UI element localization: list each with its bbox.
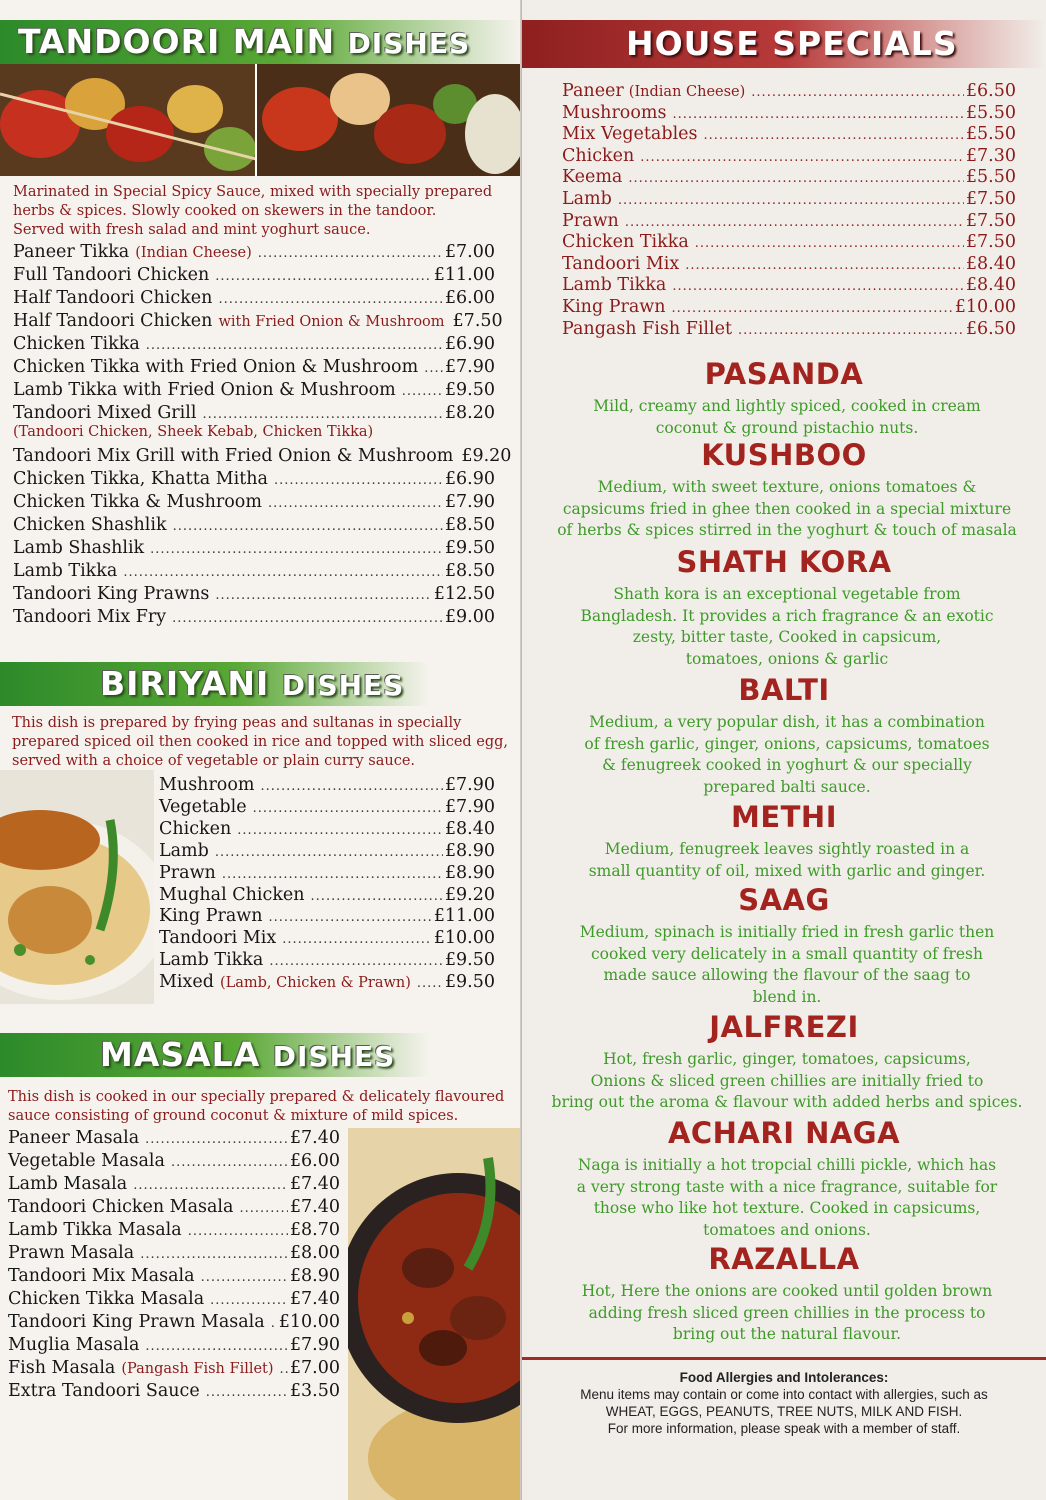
item-price: £9.50	[444, 972, 495, 993]
leader-dots	[171, 1151, 288, 1174]
curry-title: BALTI	[738, 673, 830, 707]
item-name: Pangash Fish Fillet	[562, 318, 733, 339]
curry-description-line: Hot, fresh garlic, ginger, tomatoes, capsicums,	[603, 1050, 971, 1068]
menu-item	[13, 310, 503, 334]
menu-item	[8, 1357, 340, 1381]
curry-description-line: tomatoes, onions & garlic	[685, 649, 889, 668]
item-name: Paneer	[562, 81, 624, 101]
leader-dots	[222, 863, 443, 886]
item-price: £9.50	[444, 380, 495, 400]
masala-title: MASALA DISHES	[100, 1035, 396, 1074]
item-price: £7.50	[452, 311, 503, 331]
curry-description-line: bring out the natural flavour.	[672, 1325, 902, 1343]
biriyani-header-band	[0, 662, 430, 706]
menu-item	[13, 287, 495, 311]
leader-dots	[260, 775, 442, 798]
item-name: King Prawn	[159, 906, 263, 927]
house-specials-header-band	[522, 20, 1046, 68]
item-price: £5.50	[965, 124, 1016, 145]
menu-item	[8, 1334, 340, 1358]
curry-description-line: Medium, with sweet texture, onions tomatoes &	[597, 478, 977, 496]
item-name: Lamb Tikka	[13, 561, 118, 581]
allergy-line: WHEAT, EGGS, PEANUTS, TREE NUTS, MILK AND FISH.	[605, 1404, 963, 1419]
menu-item	[8, 1242, 340, 1266]
curry-title: KUSHBOO	[701, 438, 867, 472]
menu-item	[8, 1173, 340, 1197]
item-price: £8.40	[965, 275, 1016, 296]
item-price: £7.90	[289, 1335, 340, 1355]
item-name: Full Tandoori Chicken	[13, 265, 210, 285]
allergy-line: For more information, please speak with a member of staff.	[607, 1421, 961, 1436]
menu-item	[159, 774, 495, 798]
item-price: £10.00	[954, 297, 1016, 317]
curry-description-line: a very strong taste with a nice fragrance, suitable for	[576, 1177, 998, 1196]
menu-item	[13, 402, 495, 426]
item-price: £7.40	[289, 1289, 340, 1309]
item-name: Tandoori Mix	[159, 928, 277, 949]
item-price: £7.30	[965, 145, 1016, 166]
leader-dots	[672, 275, 964, 298]
curry-description-line: Shath kora is an exceptional vegetable from	[613, 585, 961, 603]
menu-item	[13, 491, 495, 515]
item-name: Vegetable Masala	[8, 1151, 165, 1171]
item-name: Mushrooms	[562, 102, 667, 123]
item-name: Prawn Masala	[8, 1243, 135, 1263]
item-name: Tandoori King Prawns	[13, 584, 210, 604]
menu-item	[8, 1380, 340, 1404]
menu-item	[159, 840, 495, 864]
menu-item	[13, 468, 495, 492]
item-name: Tandoori Chicken Masala	[8, 1197, 234, 1217]
curry-description-line: adding fresh sliced green chillies in the process to	[588, 1303, 986, 1322]
curry-description-line: Medium, fenugreek leaves sightly roasted in a	[604, 840, 970, 858]
item-price: £5.50	[965, 167, 1016, 188]
curry-description	[540, 922, 1034, 1008]
item-price: £8.00	[289, 1243, 340, 1263]
curry-title: RAZALLA	[708, 1242, 860, 1276]
curry-description-line: bring out the aroma & flavour with added herbs and spices.	[551, 1093, 1023, 1111]
item-name: Chicken Tikka & Mushroom	[13, 492, 262, 512]
leader-dots	[311, 885, 443, 908]
item-price: £6.50	[965, 81, 1016, 101]
curry-description	[540, 584, 1034, 670]
curry-title: PASANDA	[704, 357, 864, 391]
leader-dots	[424, 357, 443, 380]
item-note: (Indian Cheese)	[135, 245, 252, 261]
item-price: £12.50	[433, 584, 495, 604]
leader-dots	[123, 561, 443, 584]
item-name: Mix Vegetables	[562, 124, 698, 145]
item-name: Tandoori Mixed Grill	[13, 403, 197, 423]
item-name: Chicken	[159, 818, 232, 839]
tandoori-photo	[0, 64, 522, 176]
leader-dots	[618, 189, 964, 212]
leader-dots	[695, 232, 964, 255]
biriyani-description: This dish is prepared by frying peas and sultanas in specially prepared spiced oil then cooked in rice and topped with sliced egg, served with a choice of vegetable or plain curry sauce.	[12, 715, 509, 769]
menu-item	[8, 1311, 340, 1335]
curry-description-line: coconut & ground pistachio nuts.	[655, 418, 919, 437]
menu-item	[13, 583, 495, 607]
curry-description-line: Mild, creamy and lightly spiced, cooked in cream	[593, 397, 981, 415]
item-price: £6.90	[444, 334, 495, 354]
masala-description: This dish is cooked in our specially prepared & delicately flavoured sauce consisting of ground coconut & mixture of mild spices.	[8, 1089, 505, 1124]
item-name: Extra Tandoori Sauce	[8, 1381, 200, 1401]
curry-description-line: Medium, spinach is initially fried in fresh garlic then	[579, 923, 995, 941]
item-note: (Pangash Fish Fillet)	[121, 1361, 274, 1377]
item-name: Tandoori Mix Masala	[8, 1266, 195, 1286]
leader-dots	[282, 928, 432, 951]
curry-description-line: tomatoes and onions.	[703, 1220, 871, 1239]
leader-dots	[145, 1335, 288, 1358]
menu-item	[8, 1127, 340, 1151]
leader-dots	[672, 297, 953, 320]
menu-item	[13, 514, 495, 538]
leader-dots	[133, 1174, 288, 1197]
curry-description-line: Hot, Here the onions are cooked until golden brown	[581, 1282, 993, 1300]
curry-description-line: of herbs & spices stirred in the yoghurt & touch of masala	[557, 521, 1017, 539]
curry-description-line: blend in.	[752, 987, 822, 1006]
item-price: £7.90	[444, 775, 495, 795]
item-name: Lamb	[562, 189, 612, 209]
allergy-divider	[522, 1357, 1046, 1360]
item-price: £7.00	[444, 242, 495, 262]
leader-dots	[640, 146, 964, 169]
menu-item	[562, 210, 1016, 234]
item-name: Chicken Tikka	[562, 232, 689, 253]
item-price: £6.50	[965, 318, 1016, 339]
menu-item	[562, 188, 1016, 212]
menu-item	[159, 971, 495, 995]
menu-item	[8, 1219, 340, 1243]
menu-item	[13, 333, 495, 357]
item-price: £9.50	[444, 538, 495, 558]
leader-dots	[258, 242, 443, 265]
item-name: Paneer Masala	[8, 1128, 140, 1148]
curry-description-line: those who like hot texture. Cooked in capsicums,	[593, 1199, 981, 1217]
menu-item	[8, 1265, 340, 1289]
leader-dots	[172, 607, 443, 630]
curry-description-line: of fresh garlic, ginger, onions, capsicums, tomatoes	[584, 734, 990, 753]
item-name: Tandoori Mix	[562, 253, 680, 274]
leader-dots	[751, 81, 964, 104]
item-price: £8.20	[444, 403, 495, 423]
menu-item	[8, 1196, 340, 1220]
item-price: £9.20	[461, 446, 512, 466]
menu-item	[562, 274, 1016, 298]
item-price: £6.90	[444, 469, 495, 489]
leader-dots	[150, 538, 443, 561]
item-name: Lamb Tikka with Fried Onion & Mushroom	[13, 380, 396, 400]
curry-title: SAAG	[738, 883, 830, 917]
menu-item	[13, 264, 495, 288]
item-price: £11.00	[433, 906, 495, 927]
item-price: £7.90	[444, 796, 495, 817]
item-name: Prawn	[562, 210, 619, 231]
item-name: Lamb Masala	[8, 1174, 128, 1194]
leader-dots	[201, 1266, 288, 1289]
item-note: (Lamb, Chicken & Prawn)	[219, 975, 411, 992]
curry-title: JALFREZI	[709, 1010, 859, 1044]
curry-description-line: made sauce allowing the flavour of the saag to	[603, 966, 971, 984]
menu-item	[562, 296, 1016, 320]
item-price: £10.00	[278, 1312, 340, 1332]
curry-description	[540, 1155, 1034, 1241]
leader-dots	[704, 124, 964, 147]
item-name: Chicken Tikka	[13, 334, 140, 354]
item-price: £10.00	[433, 928, 495, 949]
curry-description-line: Naga is initially a hot tropcial chilli pickle, which has	[577, 1156, 997, 1174]
item-note: (Indian Cheese)	[628, 84, 746, 100]
masala-photo	[348, 1128, 522, 1500]
masala-header-band	[0, 1033, 430, 1077]
item-name: Tandoori Mix Grill with Fried Onion & Mushroom	[13, 446, 454, 466]
item-name: Chicken Shashlik	[13, 515, 167, 535]
item-price: £5.50	[965, 102, 1016, 123]
leader-dots	[145, 1128, 288, 1151]
leader-dots	[269, 906, 432, 929]
leader-dots	[268, 492, 443, 515]
tandoori-description: Marinated in Special Spicy Sauce, mixed with specially prepared herbs & spices. Slowly cooked on skewers in the tandoor. Served with fresh salad and mint yoghurt sauce.	[13, 184, 493, 238]
leader-dots	[202, 403, 442, 426]
menu-item	[562, 318, 1016, 342]
menu-item	[8, 1150, 340, 1174]
item-price: £8.90	[289, 1266, 340, 1286]
curry-description	[540, 396, 1034, 439]
menu-item	[159, 862, 495, 886]
item-name: Mughal Chicken	[159, 884, 305, 905]
menu-item	[562, 231, 1016, 255]
item-name: Tandoori Mix Fry	[13, 607, 167, 627]
item-price: £3.50	[289, 1381, 340, 1401]
item-price: £9.20	[444, 884, 495, 905]
leader-dots	[173, 515, 443, 538]
item-name: Mixed	[159, 972, 214, 993]
menu-item	[562, 123, 1016, 147]
menu-item	[159, 927, 495, 951]
item-price: £7.50	[965, 210, 1016, 231]
item-name: Chicken	[562, 145, 635, 166]
item-name: Lamb Tikka	[159, 950, 264, 971]
item-name: King Prawn	[562, 297, 666, 317]
leader-dots	[140, 1243, 288, 1266]
curry-description-line: small quantity of oil, mixed with garlic and ginger.	[588, 861, 986, 880]
item-price: £7.50	[965, 189, 1016, 209]
item-price: £7.40	[289, 1197, 340, 1217]
menu-item	[13, 606, 495, 630]
curry-title: ACHARI NAGA	[667, 1116, 901, 1150]
menu-item	[13, 560, 495, 584]
curry-description-line: cooked very delicately in a small quantity of fresh	[590, 944, 983, 963]
curry-description-line: & fenugreek cooked in yoghurt & our specially	[602, 756, 972, 774]
curry-description-line: Medium, a very popular dish, it has a combination	[589, 713, 985, 731]
curry-description-line: Onions & sliced green chillies are initially fried to	[590, 1071, 984, 1090]
item-price: £7.90	[444, 357, 495, 377]
item-name: Chicken Tikka Masala	[8, 1289, 205, 1309]
leader-dots	[672, 103, 963, 126]
leader-dots	[237, 819, 443, 842]
menu-item	[8, 1288, 340, 1312]
biriyani-photo	[0, 770, 154, 1004]
item-name: Chicken Tikka, Khatta Mitha	[13, 469, 268, 489]
item-name: Paneer Tikka	[13, 242, 130, 262]
item-price: £8.90	[444, 862, 495, 883]
allergy-line: Menu items may contain or come into contact with allergies, such as	[580, 1387, 988, 1402]
menu-item	[562, 166, 1016, 190]
leader-dots	[215, 265, 431, 288]
curry-description	[540, 712, 1034, 798]
menu-item	[159, 796, 495, 820]
curry-description	[540, 1049, 1034, 1114]
left-column	[0, 0, 522, 1500]
item-note: with Fried Onion & Mushroom	[218, 314, 445, 330]
menu-item	[13, 445, 512, 469]
item-price: £11.00	[433, 265, 495, 285]
item-name: Lamb	[159, 840, 209, 861]
item-price: £8.40	[965, 253, 1016, 274]
right-column	[522, 0, 1046, 1500]
menu-item	[159, 818, 495, 842]
item-name: Half Tandoori Chicken	[13, 288, 213, 308]
curry-description-line: zesty, bitter taste, Cooked in capsicum,	[632, 628, 942, 646]
leader-dots	[628, 167, 964, 190]
menu-item	[159, 949, 495, 973]
item-name: Half Tandoori Chicken	[13, 311, 213, 331]
item-name: Chicken Tikka with Fried Onion & Mushroom	[13, 357, 419, 377]
leader-dots	[417, 972, 443, 995]
curry-title: SHATH KORA	[676, 545, 892, 579]
leader-dots	[239, 1197, 287, 1220]
item-name: Prawn	[159, 862, 216, 883]
leader-dots	[269, 950, 443, 973]
leader-dots	[685, 254, 964, 277]
tandoori-title: TANDOORI MAIN DISHES	[18, 22, 471, 61]
item-name: Vegetable	[159, 796, 247, 817]
item-price: £7.00	[289, 1358, 340, 1378]
house-specials-title: HOUSE SPECIALS	[626, 24, 958, 63]
leader-dots	[210, 1289, 288, 1312]
menu-item	[13, 379, 495, 403]
leader-dots	[271, 1312, 277, 1335]
leader-dots	[146, 334, 443, 357]
item-name: Lamb Tikka Masala	[8, 1220, 182, 1240]
curry-description	[540, 839, 1034, 882]
menu-item	[562, 102, 1016, 126]
item-price: £8.70	[289, 1220, 340, 1240]
item-price: £8.40	[444, 818, 495, 839]
leader-dots	[188, 1220, 288, 1243]
leader-dots	[402, 380, 443, 403]
item-price: £8.50	[444, 561, 495, 581]
allergy-title: Food Allergies and Intolerances:	[679, 1370, 889, 1385]
menu-item	[562, 253, 1016, 277]
leader-dots	[215, 841, 443, 864]
leader-dots	[218, 288, 442, 311]
item-name: Fish Masala	[8, 1358, 116, 1378]
item-price: £9.50	[444, 950, 495, 971]
leader-dots	[280, 1358, 288, 1381]
menu-item	[13, 537, 495, 561]
leader-dots	[625, 211, 964, 234]
tandoori-header-band	[0, 20, 522, 64]
item-price: £7.40	[289, 1174, 340, 1194]
item-price: £6.00	[289, 1151, 340, 1171]
leader-dots	[738, 319, 964, 342]
item-name: Lamb Shashlik	[13, 538, 145, 558]
item-price: £7.50	[965, 232, 1016, 253]
curry-description-line: capsicums fried in ghee then cooked in a special mixture	[562, 499, 1012, 518]
menu-item	[159, 905, 495, 929]
curry-description	[540, 1281, 1034, 1346]
item-price: £8.90	[444, 840, 495, 861]
item-name: Tandoori King Prawn Masala	[8, 1312, 265, 1332]
curry-description-line: prepared balti sauce.	[703, 777, 871, 796]
menu-item	[159, 884, 495, 908]
menu-item	[13, 356, 495, 380]
curry-description	[540, 477, 1034, 542]
leader-dots	[215, 584, 431, 607]
item-name: Muglia Masala	[8, 1335, 140, 1355]
curry-description-line: Bangladesh. It provides a rich fragrance & an exotic	[580, 606, 994, 625]
item-name: Mushroom	[159, 775, 255, 795]
leader-dots	[274, 469, 443, 492]
item-sub-note: (Tandoori Chicken, Sheek Kebab, Chicken Tikka)	[13, 424, 374, 440]
item-name: Lamb Tikka	[562, 275, 667, 296]
item-price: £7.90	[444, 492, 495, 512]
item-price: £6.00	[444, 288, 495, 308]
item-price: £8.50	[444, 515, 495, 535]
biriyani-title: BIRIYANI DISHES	[100, 664, 405, 703]
allergy-notice	[532, 1369, 1036, 1437]
menu-item	[562, 145, 1016, 169]
menu-item	[13, 241, 495, 265]
item-price: £7.40	[289, 1128, 340, 1148]
item-name: Keema	[562, 167, 623, 188]
item-price: £9.00	[444, 607, 495, 627]
menu-item	[562, 80, 1016, 104]
leader-dots	[206, 1381, 288, 1404]
curry-title: METHI	[730, 800, 837, 834]
leader-dots	[253, 797, 443, 820]
